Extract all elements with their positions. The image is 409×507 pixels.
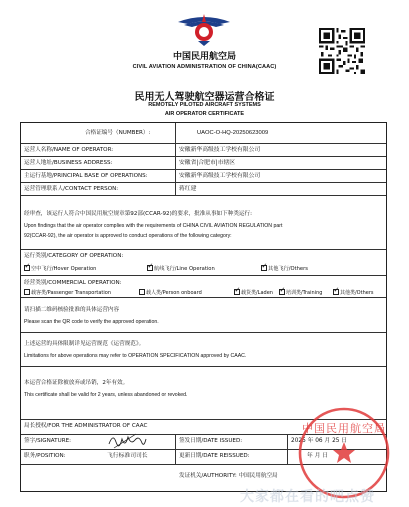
- certificate-number: UAOC-O-HQ-20250623009: [197, 130, 269, 136]
- issuing-authority: 发证机关/AUTHORITY: 中国民用航空局: [179, 473, 278, 479]
- row-divider: [21, 297, 386, 298]
- qr-note-en: Please scan the QR code to verify the approved operation.: [24, 319, 159, 325]
- column-divider: [287, 434, 288, 464]
- contact-person: 蒋红建: [179, 186, 197, 192]
- laden-checkbox[interactable]: [234, 289, 240, 295]
- training-checkbox[interactable]: [279, 289, 285, 295]
- person-onboard-checkbox[interactable]: [139, 289, 145, 295]
- passenger-checkbox[interactable]: [24, 289, 30, 295]
- commercial-person-onboard[interactable]: [139, 289, 202, 297]
- category-hover[interactable]: [24, 265, 96, 273]
- commercial-passenger[interactable]: [24, 289, 111, 297]
- business-address-label: 运营人地址/BUSINESS ADDRESS:: [24, 160, 113, 166]
- date-reissued: 年 月 日: [307, 453, 329, 459]
- certificate-title-en-2: AIR OPERATOR CERTIFICATE: [164, 111, 245, 117]
- row-divider: [21, 169, 386, 170]
- commercial-laden-label: 载货类/Laden: [241, 290, 273, 296]
- category-line-label: 航线飞行/Line Operation: [154, 266, 215, 272]
- category-others-label: 其他飞行/Others: [268, 266, 308, 272]
- signature-image: [106, 430, 148, 452]
- contact-person-label: 运营管理联系人/CONTACT PERSON:: [24, 186, 119, 192]
- commercial-person-onboard-label: 载人类/Person onboard: [146, 290, 202, 296]
- principal-base-label: 主运行基地/PRINCIPAL BASE OF OPERATIONS:: [24, 173, 148, 179]
- commercial-training[interactable]: [279, 289, 322, 297]
- audit-statement-en-2: 92(CCAR-92), the air operator is approved to conduct operations of the following category:: [24, 233, 232, 239]
- row-divider: [21, 275, 386, 276]
- date-issued-label: 签发日期/DATE ISSUED:: [179, 438, 243, 444]
- commercial-laden[interactable]: [234, 289, 273, 297]
- commercial-others-checkbox[interactable]: [333, 289, 339, 295]
- qr-code-icon[interactable]: [319, 28, 365, 74]
- principal-base: 安徽新华高级技工学校有限公司: [179, 173, 261, 179]
- commercial-operation-label: 经营类别/COMMERCIAL OPERATION:: [24, 280, 122, 286]
- caac-name-cn: 中国民用航空局: [172, 52, 236, 62]
- validity-cn: 本运营合格证除被放弃或吊销，2年有效。: [24, 380, 129, 386]
- svg-text:中国民用航空局: 中国民用航空局: [302, 422, 386, 435]
- category-others[interactable]: [261, 265, 308, 273]
- caac-logo-icon: [176, 8, 232, 48]
- row-divider: [21, 195, 386, 196]
- category-hover-label: 空中飞行/Hover Operation: [31, 266, 97, 272]
- position-value: 飞行标准司司长: [107, 453, 148, 459]
- others-checkbox[interactable]: [261, 265, 267, 271]
- commercial-passenger-label: 载客类/Passenger Transportation: [31, 290, 111, 296]
- row-divider: [21, 143, 386, 144]
- certificate-number-label: 合格证编号（NUMBER）:: [85, 130, 151, 136]
- category-line[interactable]: [147, 265, 215, 273]
- column-divider: [175, 123, 176, 195]
- certificate-title-en: REMOTELY PILOTED AIRCRAFT SYSTEMS: [148, 102, 261, 108]
- row-divider: [21, 182, 386, 183]
- date-reissued-label: 更新日期/DATE REISSUED:: [179, 453, 250, 459]
- commercial-training-label: 培训类/Training: [286, 290, 323, 296]
- row-divider: [21, 156, 386, 157]
- validity-en: This certificate shall be valid for 2 years, unless abandoned or revoked.: [24, 392, 188, 398]
- commercial-others[interactable]: [333, 289, 374, 297]
- qr-note-cn: 请扫描二维码核验批准的具体运营内容: [24, 307, 120, 313]
- caac-name-en: CIVIL AVIATION ADMINISTRATION OF CHINA(CAAC): [132, 64, 277, 70]
- watermark-text: 大家都在看的吧点赞: [240, 489, 375, 505]
- position-label: 职务/POSITION:: [24, 453, 66, 459]
- audit-statement-cn: 经审查，该运行人符合中国民用航空规章第92部(CCAR-92)的要求，批准从事如下种类运行:: [24, 211, 252, 217]
- row-divider: [21, 366, 386, 367]
- row-divider: [21, 249, 386, 250]
- line-checkbox[interactable]: [147, 265, 153, 271]
- limitations-cn: 上述运营的具体限制详见运营规范《运营规范》。: [24, 341, 145, 347]
- audit-statement-en: Upon findings that the air operator complies with the requirements of CHINA CIVIL AVIATION REGULATION part: [24, 223, 283, 229]
- business-address: 安徽省|合肥市|市辖区: [179, 160, 236, 166]
- commercial-others-label: 其他类/Others: [340, 290, 374, 296]
- operator-name: 安徽新华高级技工学校有限公司: [179, 147, 261, 153]
- row-divider: [21, 332, 386, 333]
- administrator-label: 局长授权/FOR THE ADMINISTRATOR OF CAAC: [24, 423, 148, 429]
- signature-label: 签字/SIGNATURE:: [24, 438, 72, 444]
- limitations-en: Limitations for above operations may refer to OPERATION SPECIFICATION approved by CAAC.: [24, 353, 247, 359]
- hover-checkbox[interactable]: [24, 265, 30, 271]
- certificate-title-cn: 民用无人驾驶航空器运营合格证: [134, 92, 275, 103]
- operator-name-label: 运营人名称/NAME OF OPERATOR:: [24, 147, 114, 153]
- date-issued: 2025 年 06 月 25 日: [291, 438, 348, 444]
- operation-category-label: 运行类别/CATEGORY OF OPERATION:: [24, 253, 124, 259]
- column-divider: [175, 434, 176, 464]
